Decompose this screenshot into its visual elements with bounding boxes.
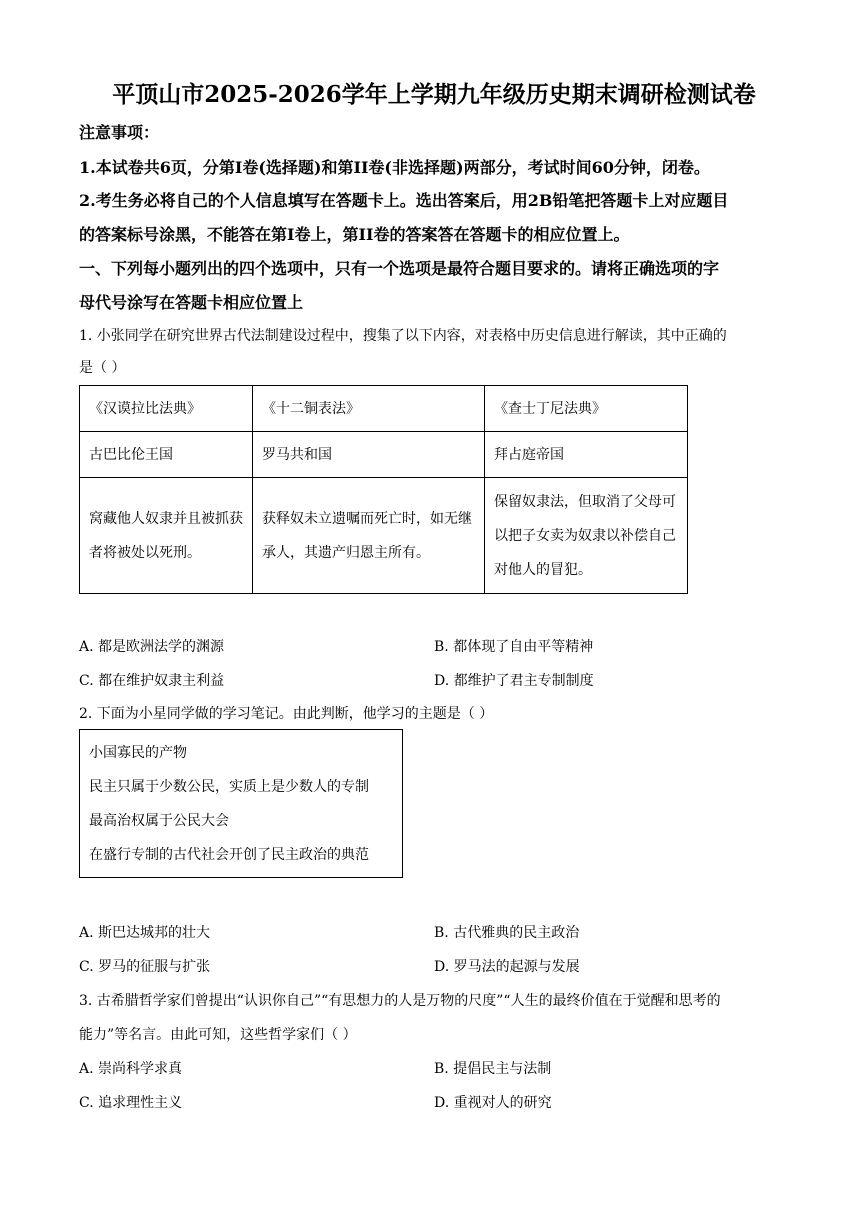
notes-line: 最高治权属于公民大会 [89, 813, 229, 829]
notice-item-1: 1.本试卷共6页，分第I卷(选择题)和第II卷(非选择题)两部分，考试时间60分钟，闭卷。 [79, 158, 710, 177]
table-cell: 《十二铜表法》 [253, 386, 485, 432]
table-cell: 罗马共和国 [253, 432, 485, 478]
table-cell: 《查士丁尼法典》 [485, 386, 688, 432]
page-title: 平顶山市2025-2026学年上学期九年级历史期末调研检测试卷 [112, 81, 756, 108]
q1-table [79, 385, 688, 594]
notice-item-2-line1: 2.考生务必将自己的个人信息填写在答题卡上。选出答案后，用2B铅笔把答题卡上对应题目 [79, 191, 729, 210]
q1-option-c: C. 都在维护奴隶主利益 [79, 673, 225, 689]
table-row [80, 478, 688, 594]
q1-stem-line1: 1. 小张同学在研究世界古代法制建设过程中，搜集了以下内容，对表格中历史信息进行解读，其中正确的 [79, 328, 727, 344]
q2-option-a: A. 斯巴达城邦的壮大 [79, 925, 211, 941]
notice-heading: 注意事项： [79, 123, 160, 142]
q3-option-a: A. 崇尚科学求真 [79, 1061, 183, 1077]
table-cell: 古巴比伦王国 [80, 432, 253, 478]
q2-notes-box [79, 729, 403, 878]
q1-stem-line2: 是（ ） [79, 360, 126, 376]
q2-stem: 2. 下面为小星同学做的学习笔记。由此判断，他学习的主题是（ ） [79, 706, 494, 722]
notes-line: 小国寡民的产物 [89, 745, 187, 761]
section1-instruction-line2: 母代号涂写在答题卡相应位置上 [79, 293, 304, 312]
q3-option-d: D. 重视对人的研究 [434, 1095, 552, 1111]
table-cell: 拜占庭帝国 [485, 432, 688, 478]
table-cell: 保留奴隶法，但取消了父母可以把子女卖为奴隶以补偿自己对他人的冒犯。 [485, 478, 688, 594]
q2-option-b: B. 古代雅典的民主政治 [434, 925, 580, 941]
q1-option-d: D. 都维护了君主专制制度 [434, 673, 594, 689]
notes-line: 在盛行专制的古代社会开创了民主政治的典范 [89, 847, 369, 863]
q3-stem-line1: 3. 古希腊哲学家们曾提出“认识你自己”“有思想力的人是万物的尺度”“人生的最终价值在于觉醒和思考的 [79, 993, 721, 1009]
table-cell: 获释奴未立遗嘱而死亡时，如无继承人，其遗产归恩主所有。 [253, 478, 485, 594]
table-cell: 窝藏他人奴隶并且被抓获者将被处以死刑。 [80, 478, 253, 594]
table-row [80, 432, 688, 478]
q2-option-c: C. 罗马的征服与扩张 [79, 959, 211, 975]
q1-option-a: A. 都是欧洲法学的渊源 [79, 639, 225, 655]
q3-stem-line2: 能力”等名言。由此可知，这些哲学家们（ ） [79, 1027, 357, 1043]
section1-instruction-line1: 一、下列每小题列出的四个选项中，只有一个选项是最符合题目要求的。请将正确选项的字 [79, 259, 720, 278]
q2-option-d: D. 罗马法的起源与发展 [434, 959, 580, 975]
q3-option-b: B. 提倡民主与法制 [434, 1061, 552, 1077]
notes-line: 民主只属于少数公民，实质上是少数人的专制 [89, 779, 369, 795]
q3-option-c: C. 追求理性主义 [79, 1095, 183, 1111]
notice-item-2-line2: 的答案标号涂黑，不能答在第I卷上，第II卷的答案答在答题卡的相应位置上。 [79, 225, 630, 244]
q1-option-b: B. 都体现了自由平等精神 [434, 639, 594, 655]
table-row [80, 386, 688, 432]
table-cell: 《汉谟拉比法典》 [80, 386, 253, 432]
